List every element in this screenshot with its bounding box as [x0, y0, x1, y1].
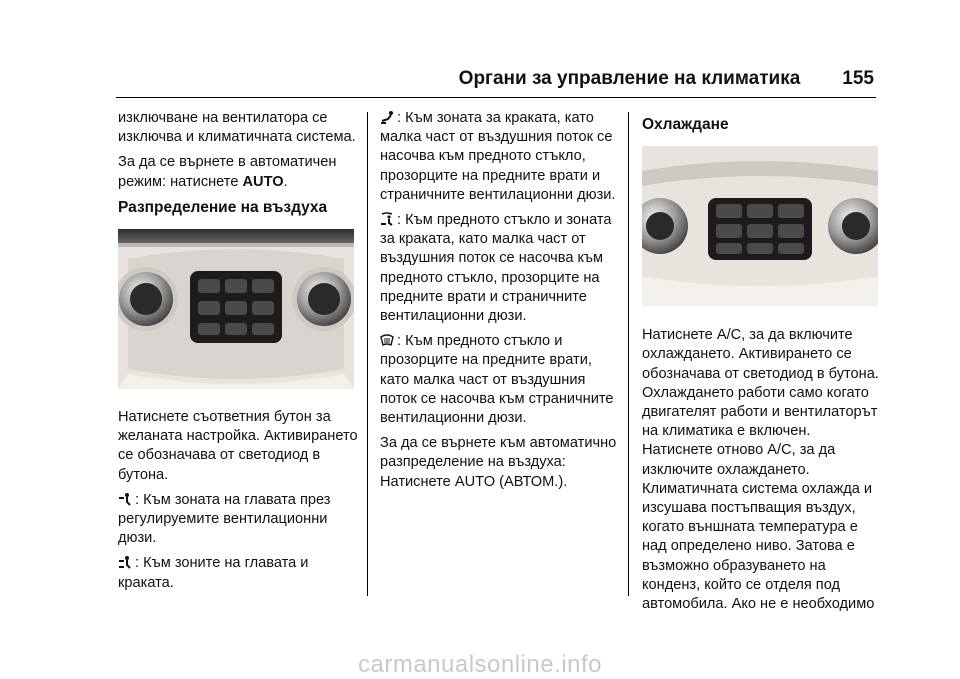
column-divider — [628, 112, 629, 596]
vent-feet-icon — [380, 110, 394, 124]
column-2 — [380, 109, 620, 498]
climate-panel-ac-image — [642, 146, 878, 306]
column-1 — [118, 109, 358, 599]
column-3 — [642, 109, 882, 620]
page-title: Органи за управление на климатика — [458, 68, 801, 89]
list-item: : Към зоната за краката, като малка част от въздушния поток се насочва към предното стъкло, прозорците на предните врати и страничните вентилационни дюзи. — [380, 110, 616, 203]
section-heading: Охлаждане — [642, 116, 729, 133]
paragraph: Натиснете A/C, за да включите охлаждането. Активирането се обозначава от светодиод в бутона. Охлаждането работи само когато двигателят работи и вентилаторът на климатика е включен. Натиснете отново A/C, за да изключите охлаждането. Климатичната система охлажда и изсушава постъпващия въздух, когато външната температура е над определено ниво. Затова е възможно образуването на конденз, който се отделя под автомобила. Ако не е необходимо — [642, 327, 879, 613]
paragraph: Натиснете съответния бутон за желаната настройка. Активирането се обозначава от светодиод в бутона. — [118, 409, 358, 483]
list-item: : Към зоните на главата и краката. — [118, 555, 309, 591]
defrost-icon — [380, 333, 394, 347]
header-rule — [116, 97, 876, 98]
list-item: : Към предното стъкло и прозорците на предните врати, като малка част от въздушния поток се насочва към страничните вентилационни дюзи. — [380, 333, 614, 427]
paragraph: изключване на вентилатора се изключва и климатичната система. — [118, 110, 356, 146]
watermark: carmanualsonline.info — [358, 651, 602, 678]
vent-head-icon — [118, 492, 132, 506]
vent-windshield-feet-icon — [380, 212, 394, 226]
section-heading: Разпределение на въздуха — [118, 198, 328, 216]
climate-panel-image — [118, 229, 354, 389]
list-item: : Към предното стъкло и зоната за краката, като малка част от въздушния поток се насочва към предното стъкло, прозорците на предните врати и страничните вентилационни дюзи. — [380, 212, 612, 325]
auto-label: AUTO — [242, 173, 284, 190]
list-item: : Към зоната на главата през регулируемите вентилационни дюзи. — [118, 491, 331, 547]
vent-head-feet-icon — [118, 555, 132, 569]
column-divider — [367, 112, 368, 596]
paragraph: За да се върнете в автоматичен режим: натиснете AUTO. — [118, 154, 337, 190]
page-number: 155 — [842, 68, 874, 89]
paragraph: За да се върнете към автоматично разпределение на въздуха: Натиснете AUTO (АВТОМ.). — [380, 435, 617, 490]
page-header — [459, 68, 874, 90]
